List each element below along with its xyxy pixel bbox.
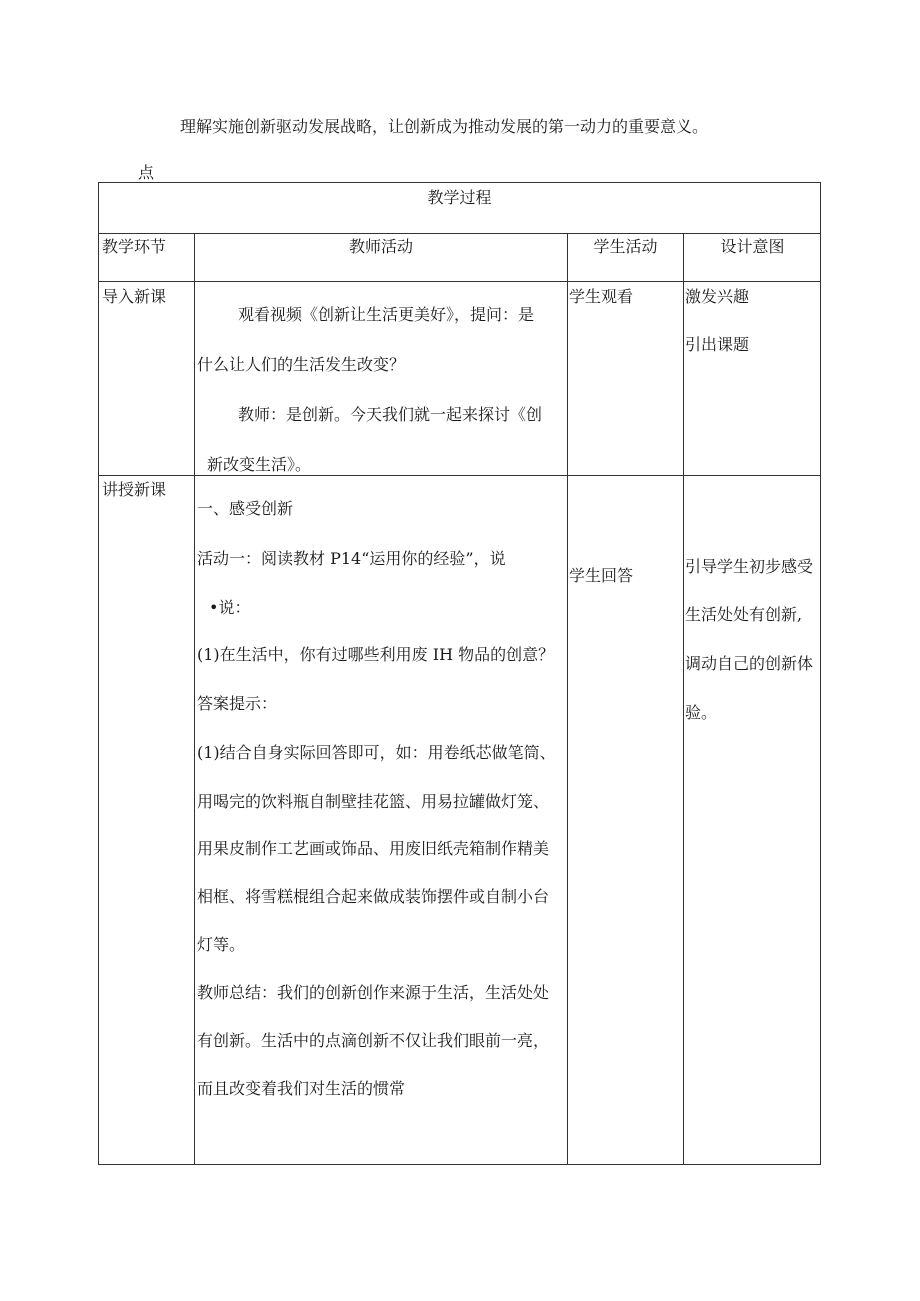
row1-intent-line: 激发兴趣	[685, 287, 750, 306]
row2-teacher-line: 答案提示：	[197, 694, 278, 713]
row2-teacher-line: 而且改变着我们对生活的惯常	[197, 1079, 406, 1098]
row2-teacher-line: 用果皮制作工艺画或饰品、用废旧纸壳箱制作精美	[197, 839, 550, 858]
row2-teacher-line: (1)结合自身实际回答即可，如：用卷纸芯做笔筒、	[197, 743, 556, 762]
row2-teacher-line: 相框、将雪糕棍组合起来做成装饰摆件或自制小台	[197, 887, 550, 906]
row1-teacher-line: 观看视频《创新让生活更美好》，提问：是	[238, 305, 535, 324]
column-divider	[194, 233, 195, 1165]
row-divider	[99, 475, 820, 476]
row2-intent-line: 生活处处有创新,	[685, 605, 803, 624]
row2-teacher-line: 灯等。	[197, 935, 246, 954]
intro-text: 理解实施创新驱动发展战略，让创新成为推动发展的第一动力的重要意义。	[180, 117, 709, 136]
orphan-char: 点	[138, 163, 155, 182]
header-teacher: 教师活动	[348, 237, 413, 256]
row2-student: 学生回答	[569, 566, 634, 585]
row1-stage: 导入新课	[102, 287, 167, 306]
column-divider	[683, 233, 684, 1165]
table-title: 教学过程	[427, 188, 492, 207]
row-divider	[99, 281, 820, 282]
header-intent: 设计意图	[720, 237, 785, 256]
row1-teacher-line: 新改变生活》。	[207, 455, 312, 474]
row2-intent-line: 验。	[685, 703, 718, 722]
row2-teacher-line: 用喝完的饮料瓶自制壁挂花篮、用易拉罐做灯笼、	[197, 792, 550, 811]
row1-teacher-line: 教师：是创新。今天我们就一起来探讨《创	[238, 405, 543, 424]
row2-intent-line: 调动自己的创新体	[685, 654, 814, 673]
row2-teacher-line: 有创新。生活中的点滴创新不仅让我们眼前一亮，	[197, 1031, 550, 1050]
column-divider	[567, 233, 568, 1165]
header-student: 学生活动	[593, 237, 658, 256]
teaching-process-table	[98, 182, 821, 1165]
row2-teacher-line: •说：	[209, 598, 251, 617]
row-divider	[99, 233, 820, 234]
row1-intent-line: 引出课题	[685, 335, 750, 354]
row2-teacher-line: 一、感受创新	[197, 499, 294, 518]
row2-intent-line: 引导学生初步感受	[685, 557, 814, 576]
row2-stage: 讲授新课	[102, 480, 167, 499]
row1-teacher-line: 什么让人们的生活发生改变？	[197, 355, 406, 374]
row2-teacher-line: 活动一：阅读教材 P14“运用你的经验”，说	[197, 549, 506, 568]
row2-teacher-line: (1)在生活中，你有过哪些利用废 IH 物品的创意？	[197, 645, 555, 664]
row1-student: 学生观看	[569, 287, 634, 306]
row2-teacher-line: 教师总结：我们的创新创作来源于生活，生活处处	[197, 983, 550, 1002]
header-stage: 教学环节	[102, 237, 167, 256]
